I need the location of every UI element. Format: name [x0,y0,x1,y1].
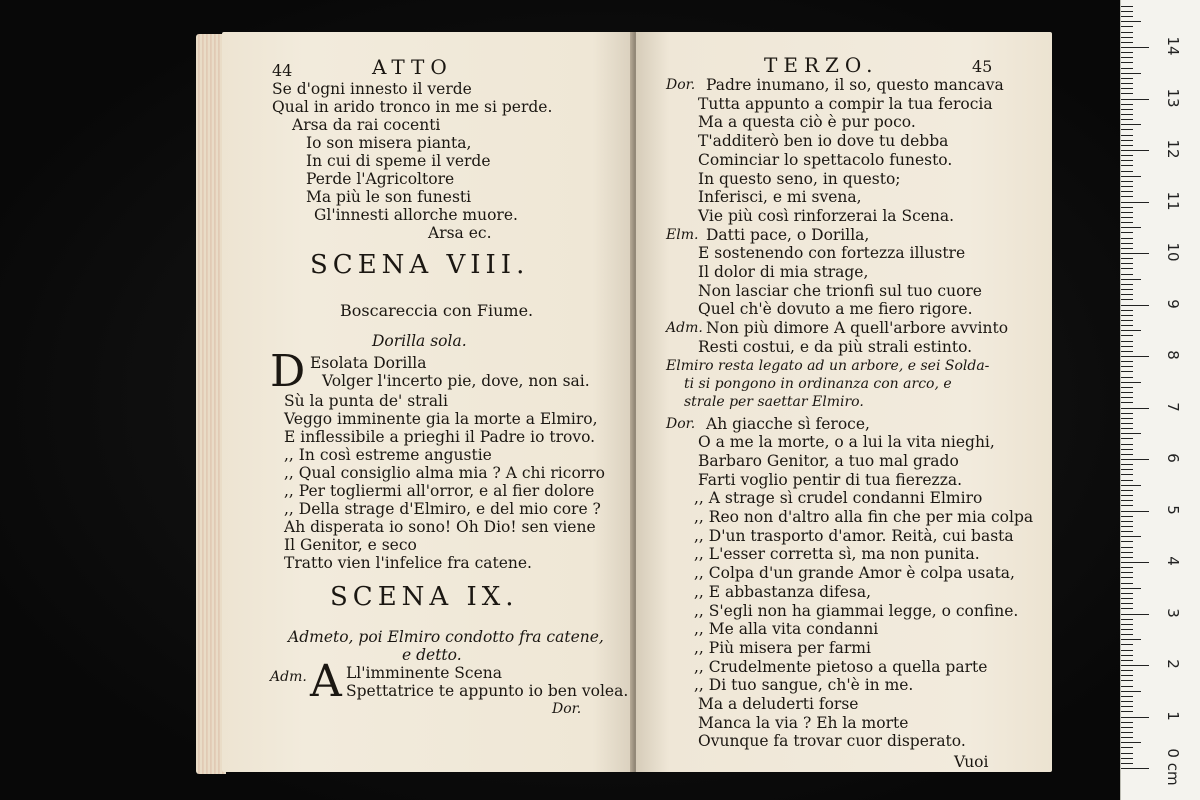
ruler-tick [1121,21,1141,22]
ruler-tick [1121,346,1133,347]
ruler-tick [1121,274,1133,275]
ruler-tick [1121,516,1133,517]
verse-line: E sostenendo con fortezza illustre [698,244,966,263]
verse-line: Arsa ec. [428,224,492,242]
ruler-tick [1121,675,1133,676]
ruler-tick [1121,629,1133,630]
ruler-tick [1121,423,1133,424]
ruler-tick [1121,207,1133,208]
verse-line: Io son misera pianta, [306,134,472,152]
ruler-tick [1121,124,1141,125]
ruler-tick [1121,639,1141,640]
speaker-tag: Adm. [270,669,307,685]
ruler-label: 5 [1164,504,1182,515]
ruler-tick [1121,680,1133,681]
verse-line: ,, Qual consiglio alma mia ? A chi ricorro [284,464,605,482]
drop-cap: A [310,656,342,707]
ruler-label: 0 cm [1164,748,1182,786]
ruler-tick [1121,665,1149,666]
ruler-tick [1121,341,1133,342]
ruler-tick [1121,26,1133,27]
ruler-tick [1121,268,1133,269]
verse-line: ,, In così estreme angustie [284,446,492,464]
ruler-tick [1121,114,1133,115]
ruler-tick [1121,583,1133,584]
ruler-tick [1121,243,1133,244]
ruler-tick [1121,361,1133,362]
scene-character: Dorilla sola. [372,332,467,350]
ruler-tick [1121,222,1133,223]
verse-line: Ah giacche sì feroce, [706,414,870,433]
ruler-tick [1121,289,1133,290]
ruler-tick [1121,737,1133,738]
ruler-tick [1121,68,1133,69]
ruler-tick [1121,258,1133,259]
ruler-tick [1121,758,1133,759]
ruler-tick [1121,449,1133,450]
ruler-tick [1121,495,1133,496]
verse-line: ,, Reo non d'altro alla fin che per mia colpa [694,508,1034,526]
measurement-ruler [1120,0,1200,800]
ruler-tick [1121,531,1133,532]
stage-direction: Admeto, poi Elmiro condotto fra catene, [288,628,604,646]
ruler-tick [1121,464,1133,465]
verse-line: T'additerò ben io dove tu debba [698,132,949,151]
ruler-tick [1121,413,1133,414]
ruler-tick [1121,57,1133,58]
verse-line: Tratto vien l'infelice fra catene. [284,554,532,572]
ruler-tick [1121,155,1133,156]
ruler-tick [1121,408,1149,409]
ruler-tick [1121,650,1133,651]
ruler-tick [1121,202,1149,203]
ruler-tick [1121,711,1133,712]
speaker-tag: Dor. [666,77,696,93]
ruler-tick [1121,366,1133,367]
catchword: Dor. [552,701,582,717]
ruler-tick [1121,763,1133,764]
ruler-tick [1121,196,1133,197]
verse-line: Esolata Dorilla [310,354,427,372]
right-page [636,32,1052,772]
ruler-tick [1121,490,1133,491]
left-page [222,32,634,772]
ruler-tick [1121,505,1133,506]
ruler-tick [1121,294,1133,295]
verse-line: In questo seno, in questo; [698,169,901,188]
ruler-tick [1121,624,1133,625]
verse-line: Sù la punta de' strali [284,392,448,410]
ruler-label: 8 [1164,350,1182,360]
ruler-tick [1121,485,1141,486]
ruler-tick [1121,474,1133,475]
verse-line: ,, Per togliermi all'orror, e al fier dolore [284,482,595,500]
ruler-tick [1121,6,1133,7]
ruler-tick [1121,145,1133,146]
ruler-tick [1121,387,1133,388]
verse-line: ,, D'un trasporto d'amor. Reità, cui basta [694,526,1014,545]
ruler-tick [1121,567,1133,568]
verse-line: Barbaro Genitor, a tuo mal grado [698,451,959,470]
ruler-tick [1121,526,1133,527]
ruler-tick [1121,500,1133,501]
scene-setting: Boscareccia con Fiume. [340,301,534,320]
ruler-tick [1121,104,1133,105]
ruler-tick [1121,83,1133,84]
ruler-tick [1121,371,1133,372]
ruler-tick [1121,686,1133,687]
speaker-tag: Elm. [666,226,699,243]
verse-line: Ovunque fa trovar cuor disperato. [698,732,966,751]
ruler-tick [1121,588,1141,589]
ruler-tick [1121,598,1133,599]
verse-line: Arsa da rai cocenti [292,116,441,134]
ruler-tick [1121,119,1133,120]
stage-direction: strale per saettar Elmiro. [684,393,864,410]
verse-line: Ah disperata io sono! Oh Dio! sen viene [284,518,596,536]
ruler-tick [1121,454,1133,455]
ruler-tick [1121,93,1133,94]
ruler-label: 14 [1164,36,1182,56]
verse-line: Ma a questa ciò è pur poco. [698,113,916,132]
ruler-label: 10 [1164,242,1182,262]
ruler-tick [1121,768,1149,769]
verse-line: Ll'imminente Scena [346,664,502,682]
verse-line: Non più dimore A quell'arbore avvinto [706,319,1009,338]
ruler-tick [1121,397,1133,398]
ruler-tick [1121,88,1133,89]
ruler-tick [1121,619,1133,620]
ruler-tick [1121,747,1133,748]
ruler-tick [1121,541,1133,542]
verse-line: Volger l'incerto pie, dove, non sai. [322,372,590,390]
verse-line: ,, Colpa d'un grande Amor è colpa usata, [694,564,1015,583]
verse-line: Gl'innesti allorche muore. [314,206,518,224]
verse-line: Spettatrice te appunto io ben volea. [346,682,629,700]
ruler-tick [1121,191,1133,192]
ruler-tick [1121,248,1133,249]
ruler-tick [1121,238,1133,239]
verse-line: Il dolor di mia strage, [698,263,869,281]
ruler-tick [1121,73,1141,74]
ruler-tick [1121,428,1133,429]
ruler-tick [1121,16,1133,17]
verse-line: Quel ch'è dovuto a me fiero rigore. [698,300,973,319]
verse-line: Inferisci, e mi svena, [698,188,862,207]
verse-line: ,, L'esser corretta sì, ma non punita. [694,545,980,564]
ruler-label: 7 [1164,401,1182,412]
ruler-tick [1121,62,1133,63]
verse-line: ,, A strage sì crudel condanni Elmiro [694,489,983,508]
ruler-tick [1121,557,1133,558]
verse-line: Datti pace, o Dorilla, [706,225,870,244]
verse-line: ,, Più misera per farmi [694,638,871,657]
ruler-tick [1121,129,1133,130]
page-number: 44 [272,61,293,80]
ruler-tick [1121,310,1133,311]
ruler-tick [1121,99,1149,100]
verse-line: Veggo imminente gia la morte a Elmiro, [284,410,598,428]
ruler-label: 1 [1164,710,1182,721]
ruler-tick [1121,655,1133,656]
verse-line: ,, Della strage d'Elmiro, e del mio core ? [284,500,601,518]
ruler-tick [1121,444,1133,445]
ruler-tick [1121,330,1141,331]
stage-direction: e detto. [402,646,462,664]
ruler-tick [1121,480,1133,481]
verse-line: Vie più così rinforzerai la Scena. [698,206,955,225]
ruler-label: 11 [1164,190,1182,211]
ruler-tick [1121,511,1149,512]
ruler-tick [1121,315,1133,316]
drop-cap: D [270,346,306,397]
ruler-tick [1121,753,1133,754]
running-head: TERZO. [764,53,879,77]
ruler-label: 13 [1164,87,1182,108]
ruler-tick [1121,572,1133,573]
verse-line: Tutta appunto a compir la tua ferocia [698,94,993,113]
ruler-tick [1121,706,1133,707]
ruler-tick [1121,402,1133,403]
ruler-tick [1121,392,1133,393]
ruler-tick [1121,521,1133,522]
ruler-label: 12 [1164,139,1182,159]
ruler-tick [1121,727,1133,728]
verse-line: Se d'ogni innesto il verde [272,80,472,98]
ruler-tick [1121,320,1133,321]
ruler-tick [1121,608,1133,609]
ruler-tick [1121,722,1133,723]
running-head: ATTO [372,55,453,79]
verse-line: ,, E abbastanza difesa, [694,582,872,601]
ruler-tick [1121,459,1149,460]
verse-line: Cominciar lo spettacolo funesto. [698,150,953,169]
verse-line: Farti voglio pentir di tua fierezza. [698,470,963,489]
ruler-tick [1121,47,1149,48]
catchword: Vuoi [954,753,989,772]
stage-direction: Elmiro resta legato ad un arbore, e sei Solda- [666,357,990,374]
ruler-tick [1121,176,1141,177]
stage-direction: ti si pongono in ordinanza con arco, e [684,375,952,392]
ruler-tick [1121,52,1133,53]
ruler-tick [1121,279,1141,280]
ruler-tick [1121,742,1141,743]
ruler-tick [1121,78,1133,79]
ruler-tick [1121,227,1141,228]
verse-line: ,, Di tuo sangue, ch'è in me. [694,676,914,695]
speaker-tag: Dor. [666,415,696,432]
verse-line: Ma più le son funesti [306,188,472,206]
ruler-tick [1121,140,1133,141]
ruler-tick [1121,644,1133,645]
ruler-tick [1121,634,1133,635]
ruler-tick [1121,335,1133,336]
ruler-tick [1121,614,1149,615]
ruler-tick [1121,171,1133,172]
ruler-tick [1121,670,1133,671]
verse-line: Resti costui, e da più strali estinto. [698,337,973,356]
ruler-tick [1121,717,1149,718]
verse-line: Manca la via ? Eh la morte [698,713,909,732]
scene-title: SCENA IX. [330,582,519,612]
ruler-tick [1121,299,1133,300]
verse-line: ,, Crudelmente pietoso a quella parte [694,657,988,676]
ruler-label: 6 [1164,453,1182,463]
ruler-tick [1121,469,1133,470]
verse-line: Padre inumano, il so, questo mancava [706,76,1004,94]
ruler-tick [1121,284,1133,285]
verse-line: Non lasciar che trionfi sul tuo cuore [698,281,982,300]
ruler-label: 3 [1164,607,1182,618]
ruler-tick [1121,660,1133,661]
ruler-tick [1121,552,1133,553]
ruler-tick [1121,382,1141,383]
scene-title: SCENA VIII. [310,250,530,280]
verse-line: E inflessibile a prieghi il Padre io trovo. [284,428,596,446]
ruler-tick [1121,305,1149,306]
ruler-tick [1121,37,1133,38]
ruler-tick [1121,263,1133,264]
speaker-tag: Adm. [666,320,703,337]
ruler-tick [1121,433,1141,434]
ruler-tick [1121,42,1133,43]
ruler-tick [1121,212,1133,213]
ruler-tick [1121,536,1141,537]
ruler-tick [1121,732,1133,733]
ruler-tick [1121,150,1149,151]
ruler-tick [1121,232,1133,233]
ruler-tick [1121,418,1133,419]
ruler-tick [1121,11,1133,12]
verse-line: In cui di speme il verde [306,152,491,170]
ruler-tick [1121,186,1133,187]
ruler-tick [1121,603,1133,604]
verse-line: Perde l'Agricoltore [306,170,455,188]
ruler-tick [1121,377,1133,378]
verse-line: ,, S'egli non ha giammai legge, o confine. [694,601,1019,620]
ruler-tick [1121,109,1133,110]
verse-line: ,, Me alla vita condanni [694,620,879,639]
ruler-tick [1121,160,1133,161]
ruler-tick [1121,438,1133,439]
ruler-tick [1121,32,1133,33]
ruler-tick [1121,253,1149,254]
ruler-tick [1121,701,1133,702]
ruler-tick [1121,217,1133,218]
verse-line: Il Genitor, e seco [284,536,417,554]
page-number: 45 [972,57,993,76]
verse-line: Qual in arido tronco in me si perde. [272,98,553,116]
ruler-tick [1121,356,1149,357]
verse-line: Ma a deluderti forse [698,695,859,713]
ruler-tick [1121,691,1141,692]
ruler-tick [1121,696,1133,697]
ruler-tick [1121,351,1133,352]
verse-line: O a me la morte, o a lui la vita nieghi, [698,433,995,452]
ruler-tick [1121,135,1133,136]
ruler-label: 9 [1164,298,1182,309]
ruler-label: 2 [1164,659,1182,669]
ruler-tick [1121,165,1133,166]
ruler-tick [1121,577,1133,578]
ruler-tick [1121,547,1133,548]
ruler-tick [1121,593,1133,594]
ruler-label: 4 [1164,556,1182,566]
ruler-tick [1121,181,1133,182]
ruler-tick [1121,325,1133,326]
ruler-tick [1121,562,1149,563]
